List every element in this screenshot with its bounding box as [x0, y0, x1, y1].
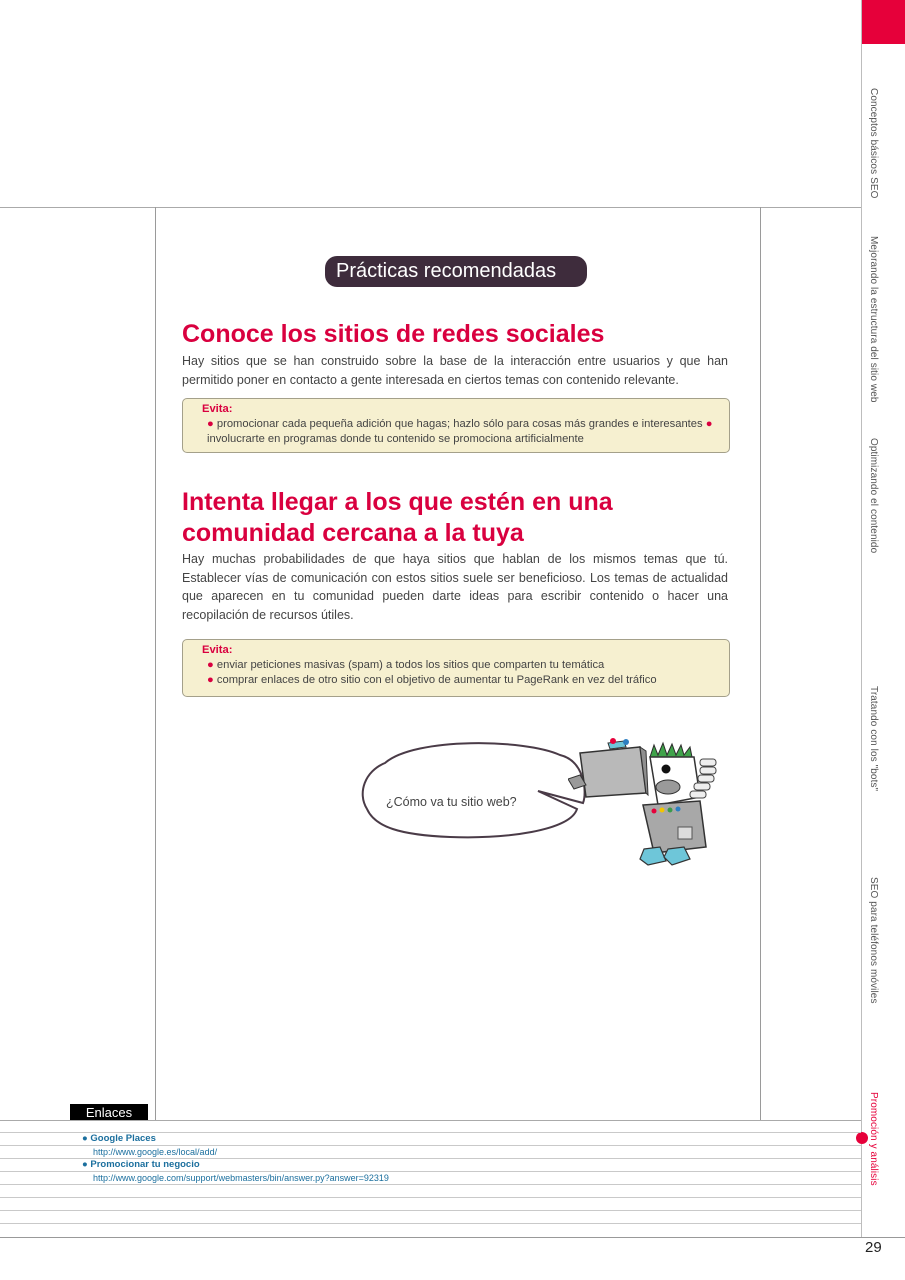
links-line	[0, 1145, 861, 1146]
section2-avoid-box	[182, 639, 730, 697]
robot-mascot-icon	[568, 735, 728, 870]
section1-avoid-item: promocionar cada pequeña adición que hagas; hazlo sólo para cosas más grandes e interesantes	[216, 418, 703, 430]
sidebar-item-promocion[interactable]: Promoción y análisis	[868, 1092, 879, 1186]
link-title-text[interactable]: Google Places	[90, 1133, 156, 1144]
page-number: 29	[865, 1239, 882, 1256]
section1-paragraph: Hay sitios que se han construido sobre la base de la interacción entre usuarios y que han permitido poner en contacto a gente interesada en ciertos temas con contenido relevante.	[182, 354, 728, 387]
links-line	[0, 1120, 861, 1121]
section2-avoid-title: Evita:	[202, 644, 233, 656]
bullet-icon: ●	[207, 659, 214, 671]
section-badge: Prácticas recomendadas	[325, 256, 587, 287]
section1-avoid-list	[202, 417, 717, 447]
links-line	[0, 1197, 861, 1198]
link-title-text[interactable]: Promocionar tu negocio	[90, 1159, 200, 1170]
section1-avoid-title: Evita:	[202, 403, 233, 415]
links-line	[0, 1171, 861, 1172]
section2-avoid-item-row	[202, 658, 717, 673]
section2-paragraph: Hay muchas probabilidades de que haya sitios que hablan de los mismos temas que tú. Establecer vías de comunicación con estos sitios suele ser beneficioso. Los temas de actualidad que aparecen en tu comunidad pueden darte ideas para escribir contenido o hacer una recopilación de recursos útiles.	[182, 552, 728, 622]
link-url-google-places[interactable]: http://www.google.es/local/add/	[93, 1147, 218, 1157]
links-label: Enlaces	[70, 1104, 148, 1121]
page-number-line	[0, 1237, 905, 1238]
section1-avoid-box	[182, 398, 730, 453]
links-line	[0, 1184, 861, 1185]
speech-text: ¿Cómo va tu sitio web?	[386, 795, 517, 809]
speech-cloud-icon	[355, 735, 595, 845]
bullet-icon: ●	[207, 674, 214, 686]
sidebar-item-moviles[interactable]: SEO para teléfonos móviles	[868, 877, 879, 1004]
section2-avoid-item-row	[202, 673, 717, 688]
sidebar-item-estructura[interactable]: Mejorando la estructura del sitio web	[868, 236, 879, 403]
sidebar-item-contenido[interactable]: Optimizando el contenido	[868, 438, 879, 554]
sidebar-item-conceptos[interactable]: Conceptos básicos SEO	[868, 88, 879, 199]
links-line	[0, 1210, 861, 1211]
sidebar-item-bots[interactable]: Tratando con los "bots"	[868, 686, 879, 792]
bullet-icon: ●	[207, 418, 214, 430]
bullet-icon: ●	[705, 418, 713, 430]
left-frame-line	[155, 207, 156, 1121]
section2-avoid-item: enviar peticiones masivas (spam) a todos los sitios que comparten tu temática	[216, 659, 605, 671]
section2-heading: Intenta llegar a los que estén en una comunidad cercana a la tuya	[182, 488, 613, 547]
link-url-promocionar[interactable]: http://www.google.com/support/webmasters/bin/answer.py?answer=92319	[93, 1173, 389, 1183]
active-chapter-dot-icon	[856, 1132, 868, 1144]
link-title-google-places[interactable]: ● Google Places	[82, 1133, 156, 1144]
section2-avoid-item: comprar enlaces de otro sitio con el objetivo de aumentar tu PageRank en vez del tráfico	[216, 674, 657, 686]
links-line	[0, 1223, 861, 1224]
section1-avoid-item: involucrarte en programas donde tu contenido se promociona artificialmente	[207, 433, 584, 445]
chapter-color-tab	[862, 0, 905, 44]
top-frame-line	[0, 207, 861, 208]
link-title-promocionar[interactable]: ● Promocionar tu negocio	[82, 1159, 200, 1170]
section1-heading: Conoce los sitios de redes sociales	[182, 320, 605, 348]
right-frame-line	[760, 207, 761, 1121]
